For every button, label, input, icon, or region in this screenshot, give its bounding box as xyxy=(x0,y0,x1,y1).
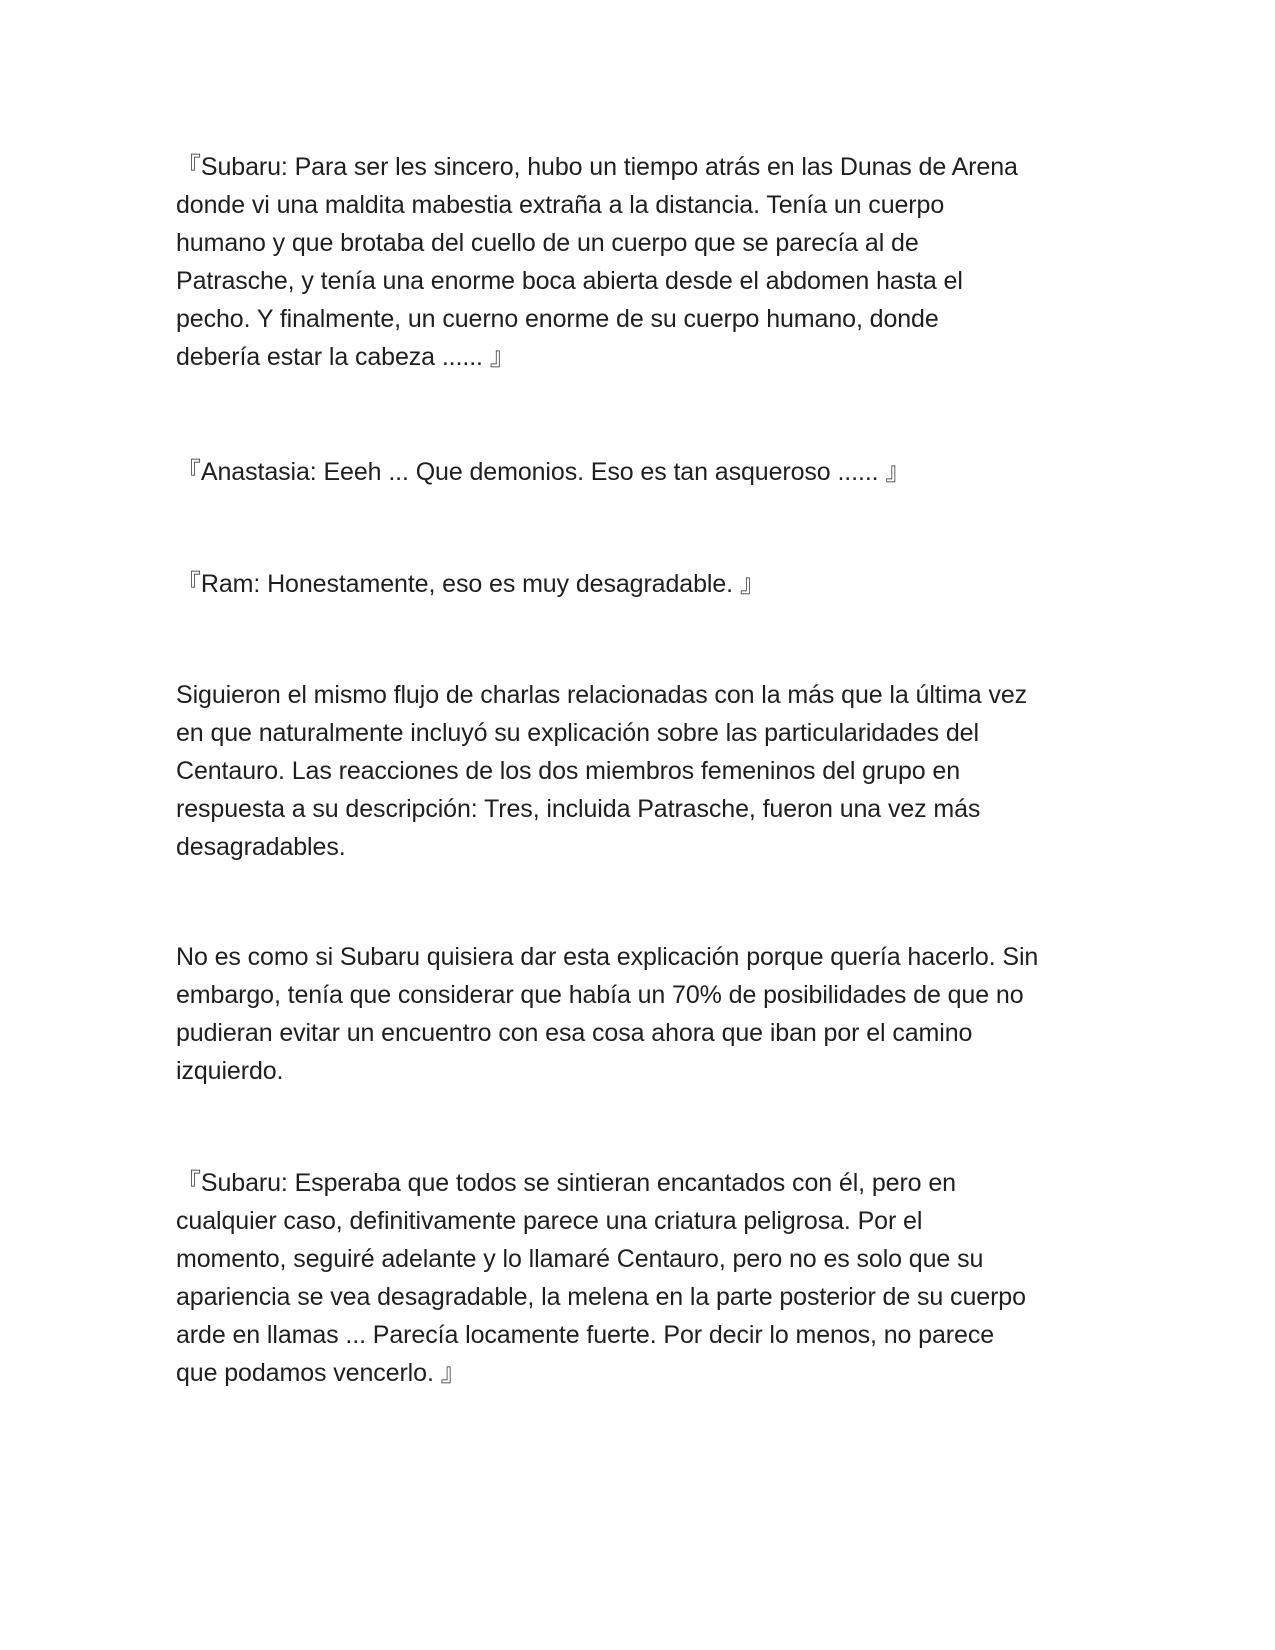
text-line: apariencia se vea desagradable, la melena en la parte posterior de su cuerpo xyxy=(176,1283,1026,1311)
paragraph-subaru-dialogue-2 xyxy=(176,1164,1106,1392)
text-line: Centauro. Las reacciones de los dos miembros femeninos del grupo en xyxy=(176,757,961,785)
paragraph-anastasia-dialogue xyxy=(176,453,1106,491)
paragraph-subaru-dialogue-1 xyxy=(176,148,1106,376)
text-line: pecho. Y finalmente, un cuerno enorme de su cuerpo humano, donde xyxy=(176,305,939,333)
text-line: momento, seguiré adelante y lo llamaré Centauro, pero no es solo que su xyxy=(176,1245,984,1273)
text-line: 『Ram: Honestamente, eso es muy desagradable. 』 xyxy=(176,570,765,598)
text-line: respuesta a su descripción: Tres, incluida Patrasche, fueron una vez más xyxy=(176,795,981,823)
text-line: No es como si Subaru quisiera dar esta explicación porque quería hacerlo. Sin xyxy=(176,943,1039,971)
text-line: humano y que brotaba del cuello de un cuerpo que se parecía al de xyxy=(176,229,919,257)
text-line: 『Subaru: Esperaba que todos se sintieran encantados con él, pero en xyxy=(176,1169,956,1197)
text-line: que podamos vencerlo. 』 xyxy=(176,1359,466,1387)
text-line: 『Anastasia: Eeeh ... Que demonios. Eso es tan asqueroso ...... 』 xyxy=(176,458,911,486)
text-line: debería estar la cabeza ...... 』 xyxy=(176,343,515,371)
text-line: desagradables. xyxy=(176,833,346,861)
paragraph-ram-dialogue xyxy=(176,565,1106,603)
text-line: Siguieron el mismo flujo de charlas relacionadas con la más que la última vez xyxy=(176,681,1028,709)
text-line: Patrasche, y tenía una enorme boca abierta desde el abdomen hasta el xyxy=(176,267,963,295)
text-line: embargo, tenía que considerar que había un 70% de posibilidades de que no xyxy=(176,981,1024,1009)
text-line: pudieran evitar un encuentro con esa cosa ahora que iban por el camino xyxy=(176,1019,973,1047)
text-line: arde en llamas ... Parecía locamente fuerte. Por decir lo menos, no parece xyxy=(176,1321,995,1349)
text-line: 『Subaru: Para ser les sincero, hubo un tiempo atrás en las Dunas de Arena xyxy=(176,153,1018,181)
paragraph-narration-1 xyxy=(176,676,1106,866)
paragraph-narration-2 xyxy=(176,938,1106,1090)
text-line: cualquier caso, definitivamente parece una criatura peligrosa. Por el xyxy=(176,1207,923,1235)
text-line: donde vi una maldita mabestia extraña a la distancia. Tenía un cuerpo xyxy=(176,191,945,219)
text-line: izquierdo. xyxy=(176,1057,284,1085)
text-line: en que naturalmente incluyó su explicación sobre las particularidades del xyxy=(176,719,979,747)
